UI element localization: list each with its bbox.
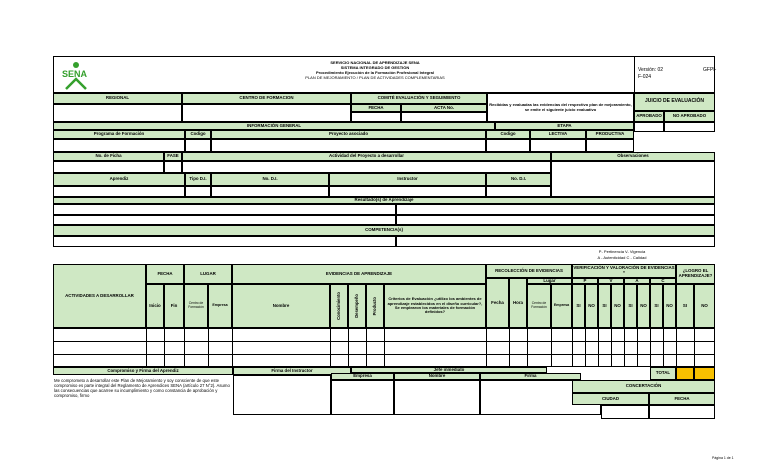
jefe-nombre-field[interactable] <box>394 380 480 415</box>
v-no-header: NO <box>611 284 624 328</box>
lectiva-header: LECTIVA <box>530 130 586 139</box>
p-header: P <box>572 278 598 284</box>
total-label: TOTAL <box>650 367 676 380</box>
no-di2-header: No. D.I. <box>486 173 551 186</box>
recoleccion-header: RECOLECCIÓN DE EVIDENCIAS <box>486 264 572 278</box>
p-si-header: SI <box>572 284 585 328</box>
competencia-header: COMPETENCIA(s) <box>53 225 715 236</box>
competencia-field-1[interactable] <box>53 236 396 247</box>
total-cell-2 <box>694 367 715 380</box>
fecha-header: FECHA <box>351 104 401 112</box>
instructor-field[interactable] <box>329 186 486 197</box>
aprendiz-header: Aprendiz <box>53 173 185 186</box>
juicio-header: JUICIO DE EVALUACIÓN <box>634 93 715 111</box>
jefe-nombre-header: Nombre <box>394 373 480 380</box>
ficha-field[interactable] <box>53 161 164 173</box>
ficha-header: No. de Ficha <box>53 152 164 161</box>
aprobado-header: APROBADO <box>634 111 664 122</box>
v-si-header: SI <box>598 284 611 328</box>
criterios-header: Criterios de Evaluación ¿utilizo los ambientes de aprendizaje establecidos en el diseño curricular?, Se emplearon los materiales de formación definidos? <box>384 284 486 328</box>
aprendiz-field[interactable] <box>53 186 185 197</box>
firma-instructor-header: Firma del Instructor <box>233 367 351 375</box>
concertacion-header: CONCERTACIÓN <box>572 380 715 393</box>
acta-field[interactable] <box>401 112 487 122</box>
code-label-a: GFPI- <box>703 67 717 73</box>
legend-line-1: P- Pertinencia V- Vigencia <box>598 250 646 255</box>
concertacion-fecha-field[interactable] <box>649 405 715 419</box>
codigo2-header: Codigo <box>486 130 530 139</box>
actividad-header: Actividad del Proyecto a desarrollar <box>182 152 551 161</box>
r-centro-header: Centro de Formación <box>527 284 551 328</box>
r-empresa-header: Empresa <box>551 284 572 328</box>
desempeno-header: Desempeño <box>348 284 366 328</box>
no-di2-field[interactable] <box>486 186 551 197</box>
nombre-header: Nombre <box>232 284 330 328</box>
a-header: A <box>624 278 650 284</box>
evidencias-header: EVIDENCIAS DE APRENDIZAJE <box>232 264 486 284</box>
actividad-field[interactable] <box>182 161 551 173</box>
centro-header: CENTRO DE FORMACION <box>182 93 351 104</box>
logro-header: ¿LOGRO EL APRENDIZAJE? <box>676 264 715 284</box>
fase-field[interactable] <box>164 161 182 173</box>
legend-line-2: A - Autenticidad C - Calidad <box>597 256 647 261</box>
code-label-b: F-024 <box>638 74 652 80</box>
centro-field[interactable] <box>182 104 351 122</box>
aprobado-field[interactable] <box>634 122 664 132</box>
tipo-di-header: Tipo D.I. <box>185 173 211 186</box>
logro-no-header: NO <box>694 284 715 328</box>
act-fecha-header: FECHA <box>146 264 184 284</box>
no-aprobado-header: NO APROBADO <box>664 111 715 122</box>
productiva-header: PRODUCTIVA <box>586 130 634 139</box>
concertacion-fecha-header: FECHA <box>649 393 715 405</box>
c-no-header: NO <box>663 284 676 328</box>
proyecto-header: Proyecto asociado <box>211 130 486 139</box>
lugar-empresa-header: Empresa <box>208 284 232 328</box>
r-lugar-header: Lugar <box>527 278 572 284</box>
sena-logo <box>60 60 92 90</box>
header-line-1: SERVICIO NACIONAL DE APRENDIZAJE SENA <box>330 61 420 66</box>
r-fecha-header: Fecha <box>486 278 509 328</box>
proyecto-field[interactable] <box>211 139 486 152</box>
logro-si-header: SI <box>676 284 694 328</box>
actividades-header: ACTIVIDADES A DESARROLLAR <box>53 264 146 328</box>
tipo-di-field[interactable] <box>185 186 211 197</box>
resultados-field-2[interactable] <box>396 204 715 215</box>
programa-header: Programa de Formación <box>53 130 185 139</box>
observaciones-field[interactable] <box>551 161 715 197</box>
resultados-field-1[interactable] <box>53 204 396 215</box>
jefe-firma-header: Firma <box>480 373 581 380</box>
page-number: Página 1 de 1 <box>712 456 734 460</box>
programa-field[interactable] <box>53 139 185 152</box>
resultados-field-4[interactable] <box>396 215 715 225</box>
conocimiento-header: Conocimiento <box>330 284 348 328</box>
regional-header: REGIONAL <box>53 93 182 104</box>
verificacion-header: VERIFICACIÓN Y VALORACIÓN DE EVIDENCIAS * <box>572 264 676 278</box>
logo-text: SENA <box>62 69 88 79</box>
r-hora-header: Hora <box>509 278 527 328</box>
fase-header: FASE <box>164 152 182 161</box>
compromiso-text: Me comprometo a desarrollar este Plan de Mejoramiento y soy consciente de que este compromiso es parte integral del Reglamento de Aprendices SENA (artículo 27 N°2). Asumo las consecuencias que acarree su incumplimiento y como constancia de aprobación y compromiso, firmo <box>54 378 230 399</box>
recibidas-text: Recibidas y evaluadas las evidencias del respectivo plan de mejoramiento, se emite el siguiente juicio evaluativo <box>487 93 634 122</box>
observaciones-header: Observaciones <box>551 152 715 161</box>
lugar-header: LUGAR <box>184 264 232 284</box>
codigo-field[interactable] <box>185 139 211 152</box>
c-header: C <box>650 278 676 284</box>
jefe-header: Jefe inmediato <box>351 367 547 373</box>
jefe-empresa-field[interactable] <box>331 380 394 415</box>
no-di-header: No. D.I. <box>211 173 329 186</box>
etapa-header: ETAPA <box>495 122 634 130</box>
v-header: V <box>598 278 624 284</box>
header-line-3: Procedimiento Ejecución de la Formación Profesional Integral <box>315 71 435 76</box>
producto-header: Producto <box>366 284 384 328</box>
ciudad-field[interactable] <box>601 405 649 419</box>
lugar-centro-header: Centro de Formación <box>184 284 208 328</box>
resultados-header: Resultado(s) de Aprendizaje <box>53 197 715 204</box>
firma-instructor-field[interactable] <box>233 375 331 415</box>
fecha-field[interactable] <box>351 112 401 122</box>
p-no-header: NO <box>585 284 598 328</box>
instructor-header: Instructor <box>329 173 486 186</box>
regional-field[interactable] <box>53 104 182 122</box>
competencia-field-2[interactable] <box>396 236 715 247</box>
c-si-header: SI <box>650 284 663 328</box>
total-cell-1 <box>676 367 694 380</box>
no-aprobado-field[interactable] <box>664 122 715 132</box>
compromiso-header: Compromiso y Firma del Aprendiz <box>53 367 233 375</box>
resultados-field-3[interactable] <box>53 215 396 225</box>
jefe-empresa-header: Empresa <box>331 373 394 380</box>
lectiva-field[interactable] <box>530 139 586 152</box>
version-label: Versión: 02 <box>638 67 664 73</box>
a-no-header: NO <box>637 284 650 328</box>
header-line-2: SISTEMA INTEGRADO DE GESTIÓN <box>340 66 410 71</box>
acta-header: ACTA No. <box>401 104 487 112</box>
comite-header: COMITÉ EVALUACIÓN Y SEGUIMIENTO <box>351 93 487 104</box>
productiva-field[interactable] <box>586 139 634 152</box>
header-line-4: PLAN DE MEJORAMIENTO / PLAN DE ACTIVIDADES COMPLEMENTARIAS <box>305 76 445 81</box>
no-di-field[interactable] <box>211 186 329 197</box>
ciudad-header: CIUDAD <box>572 393 649 405</box>
codigo2-field[interactable] <box>486 139 530 152</box>
info-general-header: INFORMACIÓN GENERAL <box>53 122 495 130</box>
a-si-header: SI <box>624 284 637 328</box>
codigo-header: Codigo <box>185 130 211 139</box>
inicio-header: Inicio <box>146 284 164 328</box>
fin-header: Fin <box>164 284 184 328</box>
